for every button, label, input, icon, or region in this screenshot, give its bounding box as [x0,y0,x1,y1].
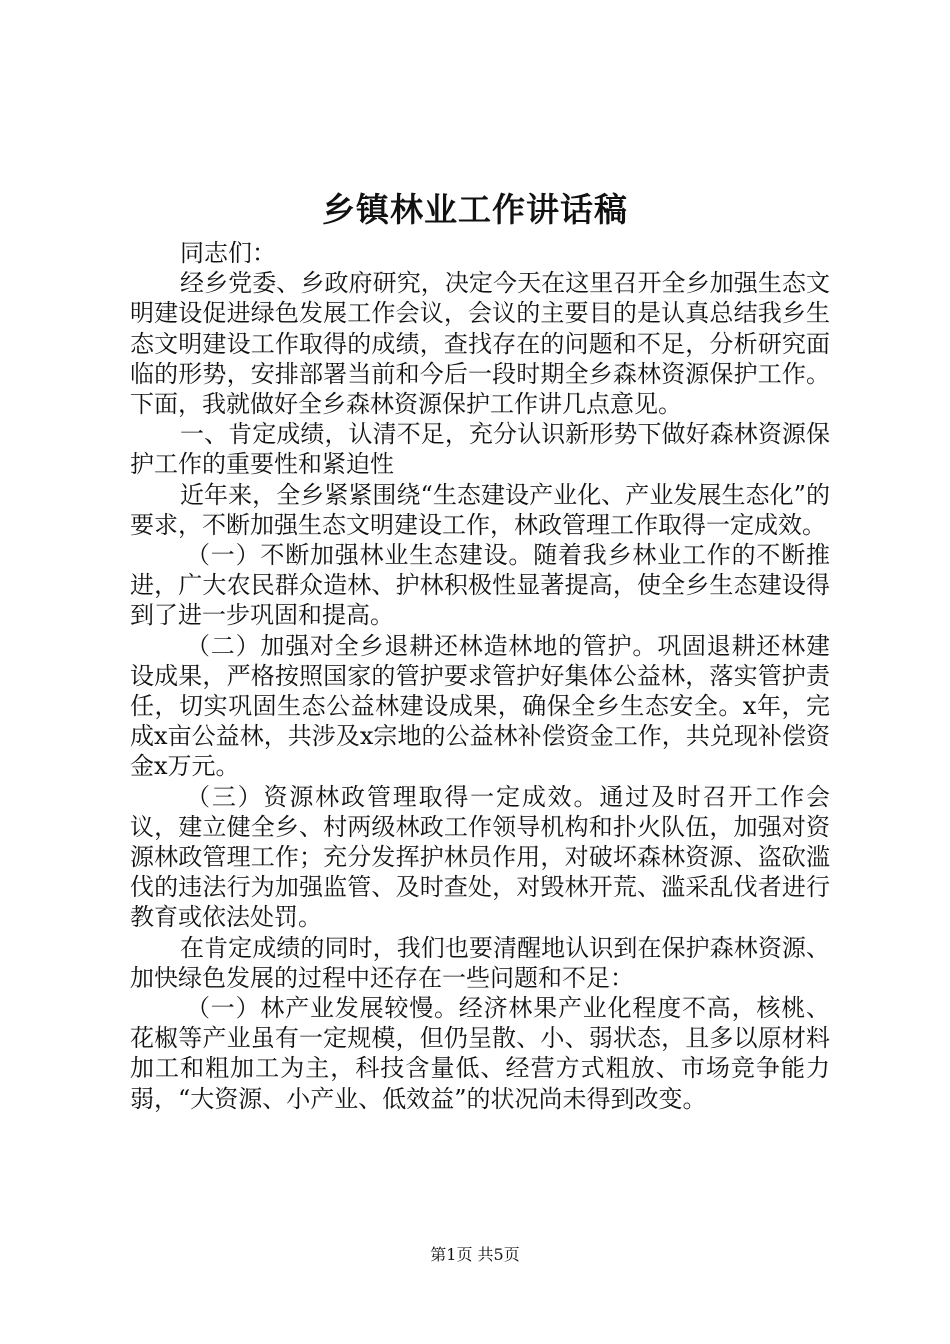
salutation-paragraph: 同志们： [180,239,276,267]
point-three-paragraph: （三）资源林政管理取得一定成效。通过及时召开工作会议，建立健全乡、村两级林政工作领导机构和扑火队伍，加强对资源林政管理工作；充分发挥护林员作用，对破坏森林资源、盗砍滥伐的违法行为加强监管、及时查处，对毁林开荒、滥采乱伐者进行教育或依法处罚。 [130,782,830,932]
intro-paragraph: 经乡党委、乡政府研究，决定今天在这里召开全乡加强生态文明建设促进绿色发展工作会议，会议的主要目的是认真总结我乡生态文明建设工作取得的成绩，查找存在的问题和不足，分析研究面临的形势，安排部署当前和今后一段时期全乡森林资源保护工作。下面，我就做好全乡森林资源保护工作讲几点意见。 [130,269,830,419]
problems-intro-paragraph: 在肯定成绩的同时，我们也要清醒地认识到在保护森林资源、加快绿色发展的过程中还存在一些问题和不足： [130,933,830,992]
point-two-paragraph: （二）加强对全乡退耕还林造林地的管护。巩固退耕还林建设成果，严格按照国家的管护要求管护好集体公益林，落实管护责任，切实巩固生态公益林建设成果，确保全乡生态安全。x年，完成x亩公益林，共涉及x宗地的公益林补偿资金工作，共兑现补偿资金x万元。 [130,631,830,781]
document-title: 乡镇林业工作讲话稿 [322,190,628,229]
document-body [130,238,830,1114]
achievements-paragraph: 近年来，全乡紧紧围绕“生态建设产业化、产业发展生态化”的要求，不断加强生态文明建设工作，林政管理工作取得一定成效。 [130,480,830,539]
page-footer: 第1页 共5页 [430,1245,520,1264]
section-heading-paragraph: 一、肯定成绩，认清不足，充分认识新形势下做好森林资源保护工作的重要性和紧迫性 [130,420,830,479]
problem-one-paragraph: （一）林产业发展较慢。经济林果产业化程度不高，核桃、花椒等产业虽有一定规模，但仍呈散、小、弱状态，且多以原材料加工和粗加工为主，科技含量低、经营方式粗放、市场竞争能力弱，“大资源、小产业、低效益”的状况尚未得到改变。 [130,994,830,1113]
point-one-paragraph: （一）不断加强林业生态建设。随着我乡林业工作的不断推进，广大农民群众造林、护林积极性显著提高，使全乡生态建设得到了进一步巩固和提高。 [130,541,830,630]
